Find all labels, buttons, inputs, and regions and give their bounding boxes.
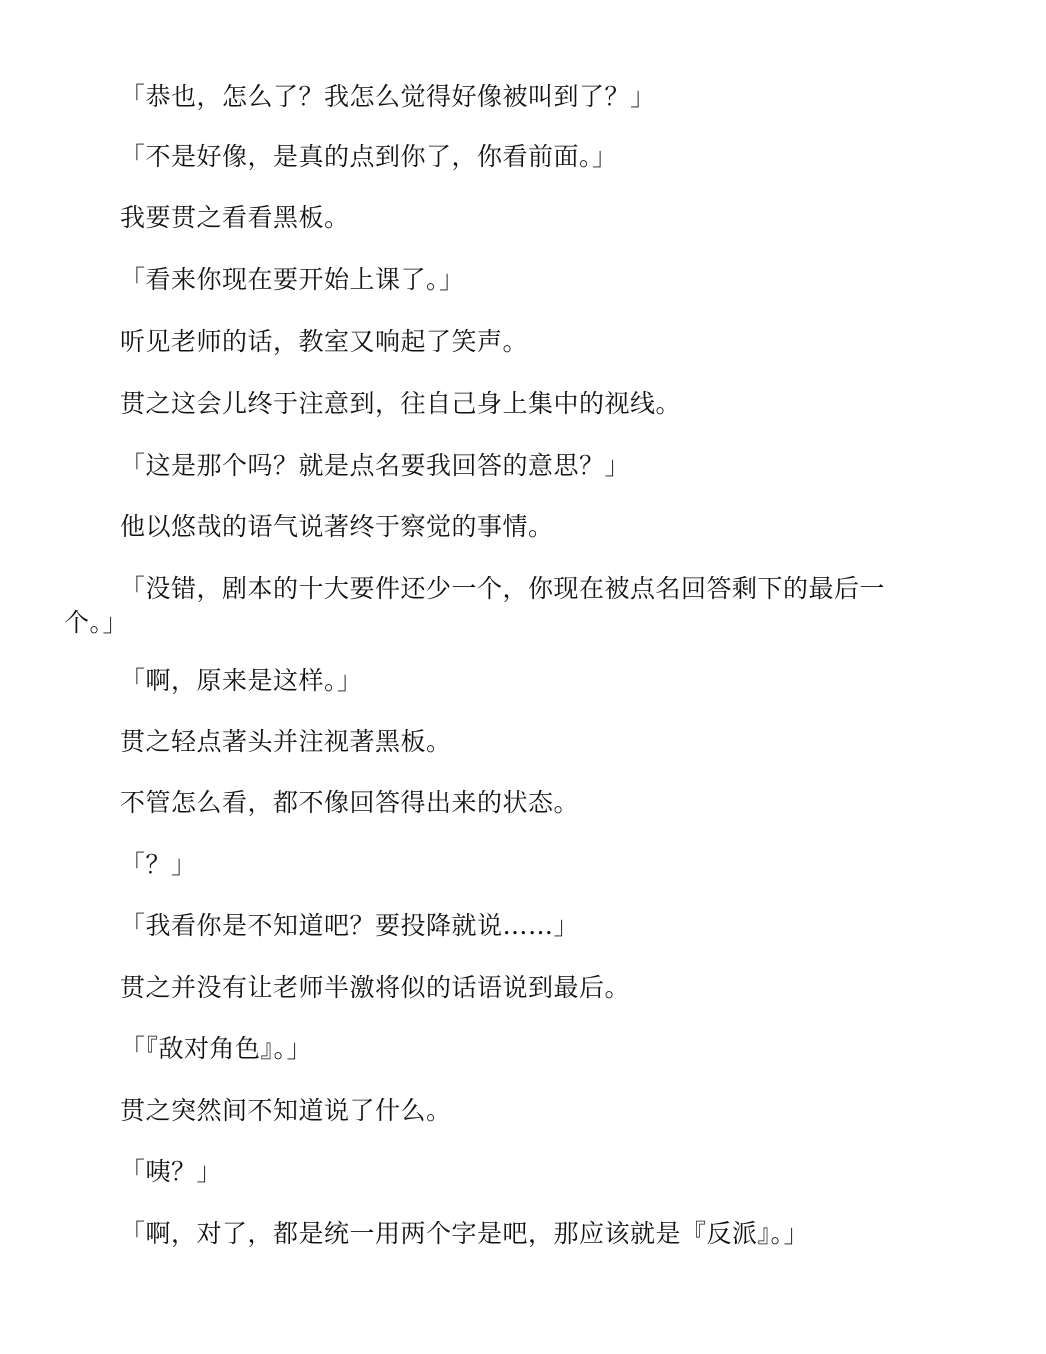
paragraph: 「咦？」 [120, 1157, 223, 1186]
paragraph: 听见老师的话，教室又响起了笑声。 [120, 327, 529, 356]
paragraph: 「啊，原来是这样。」 [120, 666, 363, 695]
paragraph: 「我看你是不知道吧？要投降就说……」 [120, 911, 580, 940]
paragraph: 他以悠哉的语气说著终于察觉的事情。 [120, 512, 554, 541]
paragraph: 我要贯之看看黑板。 [120, 203, 350, 232]
paragraph: 「看来你现在要开始上课了。」 [120, 265, 465, 294]
paragraph: 贯之这会儿终于注意到，往自己身上集中的视线。 [120, 389, 682, 418]
paragraph: 「不是好像，是真的点到你了，你看前面。」 [120, 142, 618, 171]
paragraph: 不管怎么看，都不像回答得出来的状态。 [120, 788, 580, 817]
paragraph: 「恭也，怎么了？我怎么觉得好像被叫到了？」 [120, 82, 656, 111]
paragraph: 「这是那个吗？就是点名要我回答的意思？」 [120, 451, 631, 480]
paragraph: 「『敌对角色』。」 [120, 1034, 313, 1063]
paragraph: 「？」 [120, 850, 197, 879]
paragraph: 「没错，剧本的十大要件还少一个，你现在被点名回答剩下的最后一个。」 [64, 574, 886, 637]
paragraph: 贯之轻点著头并注视著黑板。 [120, 727, 452, 756]
paragraph: 「啊，对了，都是统一用两个字是吧，那应该就是『反派』。」 [120, 1219, 810, 1248]
paragraph: 贯之并没有让老师半激将似的话语说到最后。 [120, 973, 631, 1002]
paragraph: 贯之突然间不知道说了什么。 [120, 1096, 452, 1125]
